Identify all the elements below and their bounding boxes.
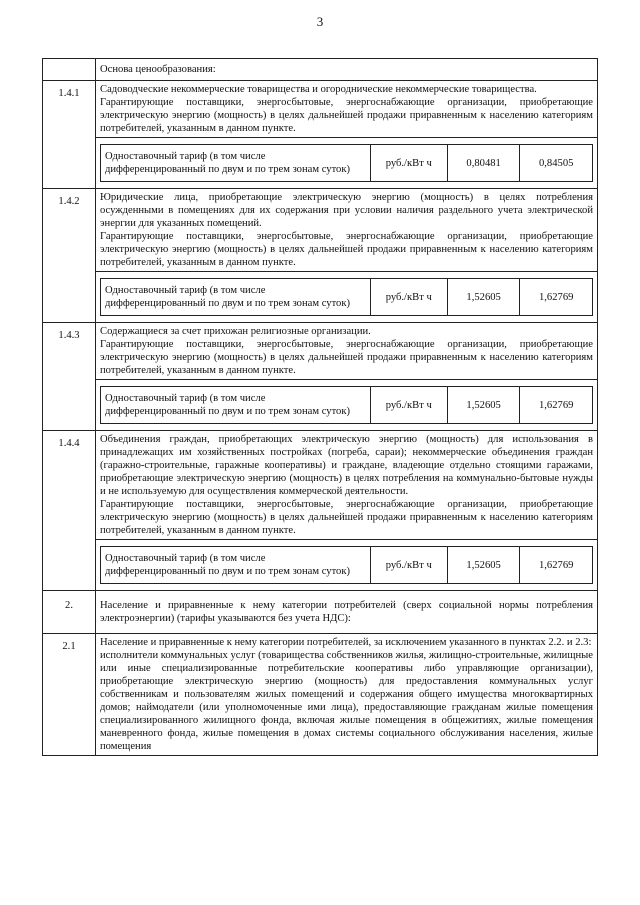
supplier-text: Гарантирующие поставщики, энергосбытовые, энергоснабжающие организации, приобретающие электрическую энергию (мощность) в целях дальнейшей продажи приравненным к населению категориям потребителей, указанным в данном пункте.: [100, 339, 593, 376]
table-row-section-2: [43, 591, 598, 634]
category-description: [96, 323, 598, 380]
tariff-subtable: [100, 278, 593, 316]
category-description: [96, 634, 598, 756]
tariff-label: Одноставочный тариф (в том числе дифференцированный по двум и по трем зонам суток): [101, 145, 371, 182]
tariff-value-second-half: 1,62769: [520, 279, 593, 316]
row-number: 1.4.2: [43, 189, 96, 323]
category-description: [96, 189, 598, 272]
tariff-value-first-half: 1,52605: [447, 387, 520, 424]
tariff-value-second-half: 1,62769: [520, 387, 593, 424]
category-text: Юридические лица, приобретающие электрическую энергию (мощность) в целях потребления осужденными в помещениях для их содержания при условии наличия раздельного учета электрической энергии для указанных помещений.: [100, 192, 593, 229]
table-row-1-4-1: [43, 81, 598, 138]
tariff-subtable: [100, 546, 593, 584]
row-number-empty: [43, 59, 96, 81]
table-row-tariff: [43, 380, 598, 431]
table-row-tariff: [43, 272, 598, 323]
row-number: 1.4.4: [43, 431, 96, 591]
row-number: 2.1: [43, 634, 96, 756]
tariff-cell: [96, 138, 598, 189]
supplier-text: Гарантирующие поставщики, энергосбытовые, энергоснабжающие организации, приобретающие электрическую энергию (мощность) в целях дальнейшей продажи приравненным к населению категориям потребителей, указанным в данном пункте.: [100, 499, 593, 536]
tariff-value-first-half: 1,52605: [447, 547, 520, 584]
tariff-unit: руб./кВт ч: [370, 145, 447, 182]
table-row-header: [43, 59, 598, 81]
table-row-1-4-3: [43, 323, 598, 380]
category-text: Садоводческие некоммерческие товарищества и огороднические некоммерческие товарищества.: [100, 84, 537, 95]
supplier-text: Гарантирующие поставщики, энергосбытовые, энергоснабжающие организации, приобретающие электрическую энергию (мощность) в целях дальнейшей продажи приравненным к населению категориям потребителей, указанным в данном пункте.: [100, 97, 593, 134]
tariff-unit: руб./кВт ч: [370, 547, 447, 584]
tariff-label: Одноставочный тариф (в том числе дифференцированный по двум и по трем зонам суток): [101, 279, 371, 316]
tariff-unit: руб./кВт ч: [370, 279, 447, 316]
tariff-subtable: [100, 144, 593, 182]
tariff-value-first-half: 1,52605: [447, 279, 520, 316]
page-number: 3: [316, 14, 324, 29]
category-description: [96, 81, 598, 138]
category-description: [96, 431, 598, 540]
tariff-value-second-half: 0,84505: [520, 145, 593, 182]
tariff-cell: [96, 272, 598, 323]
tariff-label: Одноставочный тариф (в том числе дифференцированный по двум и по трем зонам суток): [101, 387, 371, 424]
row-number: 2.: [43, 591, 96, 634]
category-text: Объединения граждан, приобретающих электрическую энергию (мощность) для использования в принадлежащих им хозяйственных постройках (погреба, сараи); некоммерческие объединения граждан (гаражно-строительные, гаражные кооперативы) и граждане, владеющие отдельно стоящими гаражами, приобретающие электрическую энергию (мощность) в целях потребления на коммунально-бытовые нужды и не используемую для осуществления коммерческой деятельности.: [100, 434, 593, 497]
tariff-cell: [96, 380, 598, 431]
table-row-1-4-4: [43, 431, 598, 540]
table-row-2-1: [43, 634, 598, 756]
tariff-subtable: [100, 386, 593, 424]
tariff-table-sheet: [42, 58, 598, 905]
supplier-text: Гарантирующие поставщики, энергосбытовые, энергоснабжающие организации, приобретающие электрическую энергию (мощность) в целях дальнейшей продажи приравненным к населению категориям потребителей, указанным в данном пункте.: [100, 231, 593, 268]
table-row-1-4-2: [43, 189, 598, 272]
tariff-unit: руб./кВт ч: [370, 387, 447, 424]
table-row-tariff: [43, 540, 598, 591]
row-number: 1.4.1: [43, 81, 96, 189]
table-row-tariff: [43, 138, 598, 189]
tariff-label: Одноставочный тариф (в том числе дифференцированный по двум и по трем зонам суток): [101, 547, 371, 584]
category-text: Население и приравненные к нему категории потребителей, за исключением указанного в пунктах 2.2. и 2.3:: [100, 637, 592, 648]
tariff-cell: [96, 540, 598, 591]
pricing-basis-heading: Основа ценообразования:: [96, 59, 598, 81]
tariff-value-first-half: 0,80481: [447, 145, 520, 182]
section-heading: Население и приравненные к нему категории потребителей (сверх социальной нормы потребления электроэнергии) (тарифы указываются без учета НДС):: [96, 591, 598, 634]
consumers-text: исполнители коммунальных услуг (товарищества собственников жилья, жилищно-строительные, жилищные или иные специализированные потребительские кооперативы либо управляющие организации), приобретающие электрическую энергию (мощность) для предоставления коммунальных услуг собственникам и пользователям жилых помещений и содержания общего имущества многоквартирных домов; наймодатели (или уполномоченные ими лица), предоставляющие гражданам жилые помещения специализированного жилищного фонда, включая жилые помещения в общежитиях, жилые помещения маневренного фонда, жилые помещения в домах системы социального обслуживания населения, жилые помещения: [100, 650, 593, 752]
category-text: Содержащиеся за счет прихожан религиозные организации.: [100, 326, 371, 337]
tariff-value-second-half: 1,62769: [520, 547, 593, 584]
tariff-table: [42, 58, 598, 756]
row-number: 1.4.3: [43, 323, 96, 431]
